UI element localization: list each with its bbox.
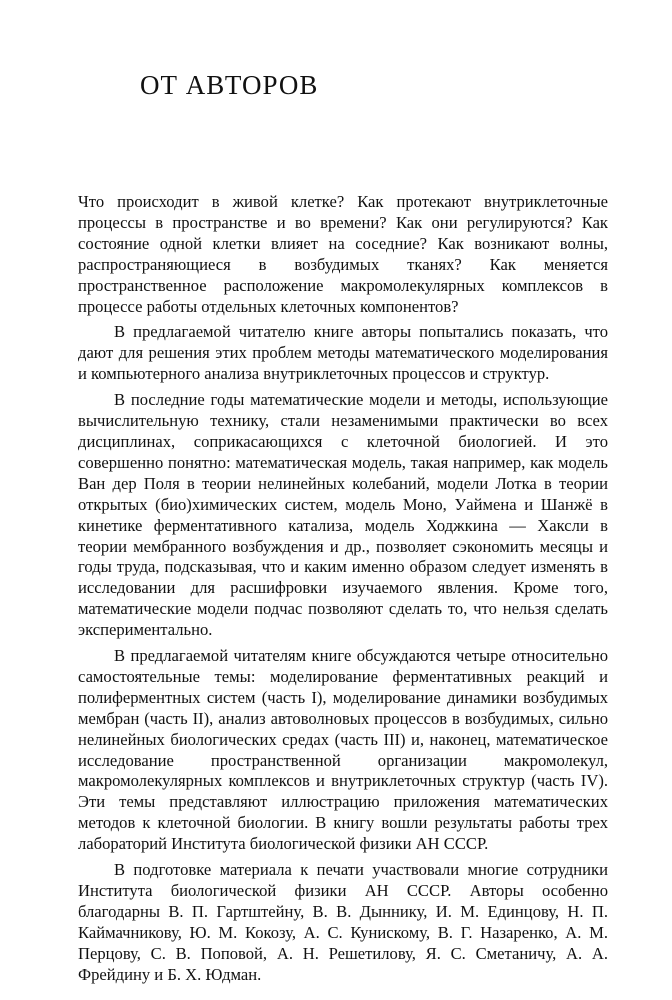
paragraph-3: В последние годы математические модели и методы, использующие вычислительную технику, стали незаменимыми практически во всех дисциплинах, соприкасающихся с клеточной биологией. И это совершенно понятно: математическая модель, такая например, как модель Ван дер Поля в теории нелинейных колебаний, модели Лотка в теории открытых (био)химических систем, модель Моно, Уаймена и Шанжё в кинетике ферментативного катализа, модель Ходжкина — Хаксли в теории мембранного возбуждения и др., позволяет сэкономить месяцы и годы труда, подсказывая, что и каким именно образом следует изменять в исследовании для расшифровки изучаемого явления. Кроме того, математические модели подчас позволяют сделать то, что нельзя сделать экспериментально.: [78, 390, 608, 640]
paragraph-1: Что происходит в живой клетке? Как протекают внутриклеточные процессы в пространстве и во времени? Как они регулируются? Как состояние одной клетки влияет на соседние? Как возникают волны, распространяющиеся в возбудимых тканях? Как меняется пространственное расположение макромолекулярных комплексов в процессе работы отдельных клеточных компонентов?: [78, 192, 608, 316]
preface-text: [78, 192, 608, 991]
paragraph-2: В предлагаемой читателю книге авторы попытались показать, что дают для решения этих проблем методы математического моделирования и компьютерного анализа внутриклеточных процессов и структур.: [78, 322, 608, 384]
paragraph-4: В предлагаемой читателям книге обсуждаются четыре относительно самостоятельные темы: моделирование ферментативных реакций и полиферментных систем (часть I), моделирование динамики возбудимых мембран (часть II), анализ автоволновых процессов в возбудимых, сильно нелинейных биологических средах (часть III) и, наконец, математическое исследование пространственной организации макромолекул, макромолекулярных комплексов и внутриклеточных структур (часть IV). Эти темы представляют иллюстрацию приложения математических методов к клеточной биологии. В книгу вошли результаты работы трех лабораторий Института биологической физики АН СССР.: [78, 646, 608, 854]
page-heading: ОТ АВТОРОВ: [140, 70, 319, 100]
paragraph-5: В подготовке материала к печати участвовали многие сотрудники Института биологической физики АН СССР. Авторы особенно благодарны В. П. Гартштейну, В. В. Дыннику, И. М. Единцову, Н. П. Каймачникову, Ю. М. Кокозу, А. С. Кунискому, В. Г. Назаренко, А. М. Перцову, С. В. Поповой, А. Н. Решетилову, Я. С. Сметаничу, А. А. Фрейдину и Б. Х. Юдман.: [78, 860, 608, 984]
